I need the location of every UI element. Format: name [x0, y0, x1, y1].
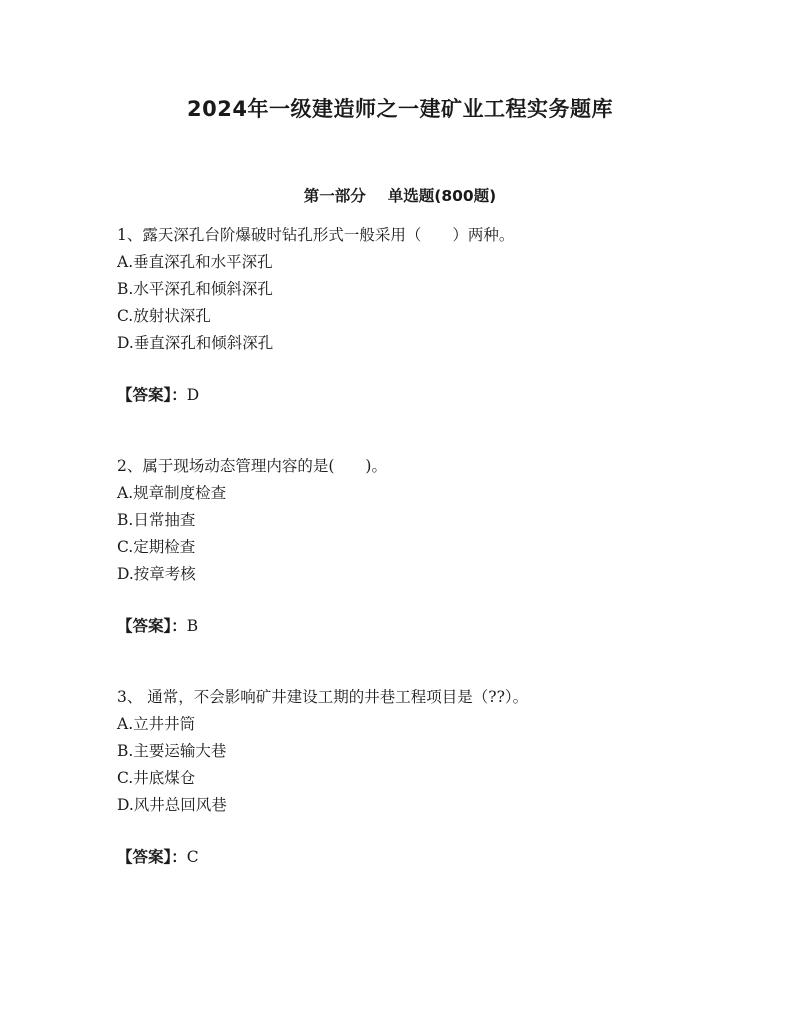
option-a: A.垂直深孔和水平深孔 [117, 253, 273, 271]
answer-line [117, 382, 717, 409]
option-b: B.水平深孔和倾斜深孔 [117, 280, 273, 298]
option-b: B.主要运输大巷 [117, 742, 227, 760]
option-a: A.规章制度检查 [117, 484, 227, 502]
option-d: D.垂直深孔和倾斜深孔 [117, 334, 274, 352]
option-b: B.日常抽查 [117, 511, 196, 529]
question-2 [117, 453, 717, 640]
option-a: A.立井井筒 [117, 715, 196, 733]
answer-line [117, 844, 717, 871]
option-c: C.定期检查 [117, 538, 196, 556]
answer-value: B [186, 617, 199, 635]
section-subtitle: 单选题(800题) [387, 187, 497, 205]
option-c: C.放射状深孔 [117, 307, 211, 325]
option-c: C.井底煤仓 [117, 769, 196, 787]
question-stem: 2、属于现场动态管理内容的是( )。 [117, 457, 387, 475]
question-stem: 1、露天深孔台阶爆破时钻孔形式一般采用（ ）两种。 [117, 226, 515, 244]
question-3 [117, 684, 717, 871]
question-stem: 3、 通常，不会影响矿井建设工期的井巷工程项目是（??）。 [117, 688, 529, 706]
question-1 [117, 222, 717, 409]
section-title [0, 184, 800, 206]
option-d: D.风井总回风巷 [117, 796, 227, 814]
option-d: D.按章考核 [117, 565, 196, 583]
section-name: 第一部分 [303, 187, 366, 205]
answer-label: 【答案】： [117, 617, 187, 635]
answer-value: C [186, 848, 199, 866]
answer-label: 【答案】： [117, 848, 187, 866]
page-title: 2024年一级建造师之一建矿业工程实务题库 [187, 97, 613, 121]
answer-label: 【答案】： [117, 386, 187, 404]
answer-value: D [186, 386, 200, 404]
answer-line [117, 613, 717, 640]
